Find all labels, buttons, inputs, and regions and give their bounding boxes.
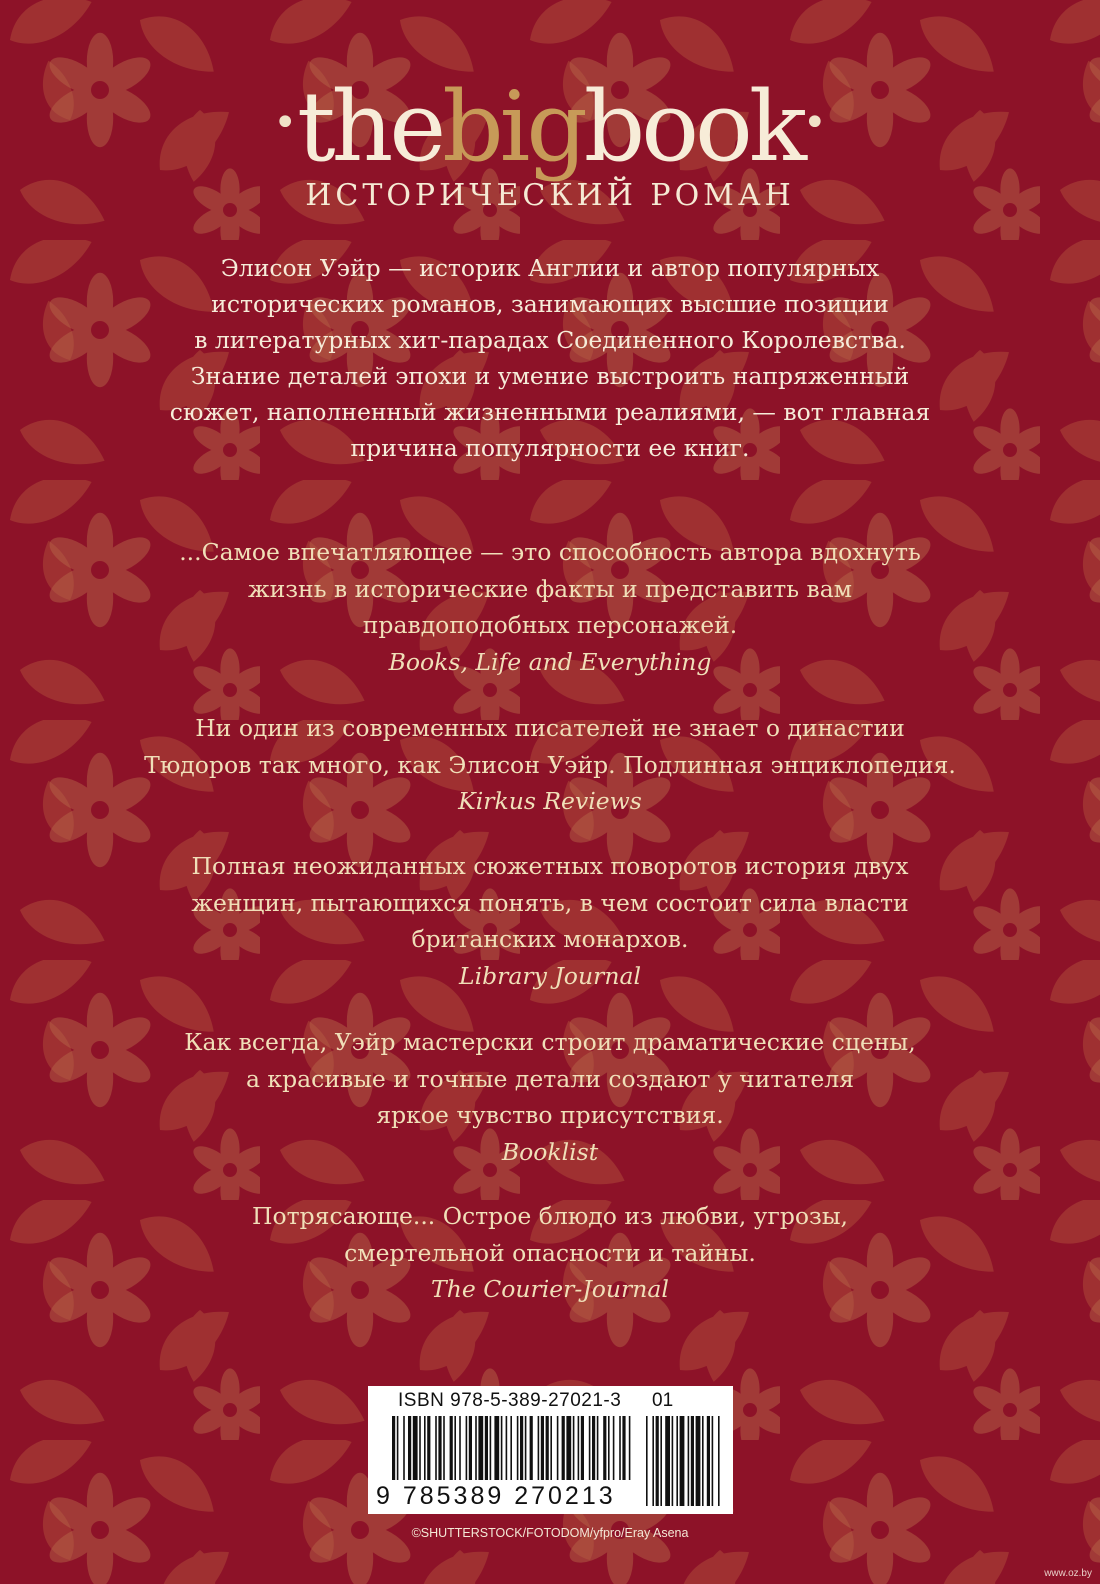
barcode-bar [490,1416,492,1480]
logo-dot-left: • [273,100,297,146]
barcode-bar [546,1416,549,1480]
barcode-bar [397,1416,399,1480]
barcode-bar [525,1416,527,1480]
barcode-addon-bar [691,1416,694,1506]
barcode-bar [438,1416,441,1480]
barcode-bar [562,1416,565,1480]
barcode-addon-bar [660,1416,662,1506]
logo-big: big [442,71,584,183]
intro-line: Элисон Уэйр — историк Англии и автор популярных [220,254,880,282]
barcode-bar [581,1416,584,1480]
barcode-bar [592,1416,595,1480]
review-line: жизнь в исторические факты и представить вам [247,574,853,603]
barcode-bar [427,1416,430,1480]
barcode-bar [622,1416,625,1480]
barcode-bar [408,1416,411,1480]
barcode-addon-bar [652,1416,654,1506]
intro-line: сюжет, наполненный жизненными реалиями, — вот главная [169,398,931,426]
barcode-bar [538,1416,540,1480]
barcode-bar [557,1416,559,1480]
barcode-bar [608,1416,610,1480]
review-quote [120,710,980,820]
photo-credit: ©SHUTTERSTOCK/FOTODOM/yfpro/Eray Asena [411,1526,689,1540]
barcode-bar [603,1416,606,1480]
barcode-addon-bar [656,1416,659,1506]
review-line: а красивые и точные детали создают у читателя [245,1064,855,1093]
review-quote [120,1024,980,1170]
logo-dot-right: • [803,100,827,146]
barcode-addon-bar [702,1416,704,1506]
barcode-addon-bar [680,1416,685,1506]
intro-line: причина популярности ее книг. [350,434,750,462]
barcode-digits: 9 785389 270213 [376,1482,616,1510]
barcode-bar [506,1416,508,1480]
intro-line: Знание деталей эпохи и умение выстроить напряженный [190,362,910,390]
isbn-barcode [368,1386,733,1514]
barcode-bar [589,1416,591,1480]
barcode-bar [541,1416,544,1480]
review-quote [120,1198,980,1308]
review-line: Потрясающе... Острое блюдо из любви, угрозы, [251,1202,849,1230]
barcode-bar [475,1416,477,1480]
barcode-addon-bar [696,1416,701,1506]
barcode-addon-bar [672,1416,674,1506]
logo-book: book [583,71,804,183]
barcode-addon-bar [688,1416,690,1506]
series-subtitle: ИСТОРИЧЕСКИЙ РОМАН [305,178,795,213]
barcode-bar [424,1416,426,1480]
barcode-bar [478,1416,483,1480]
barcode-addon-bar [707,1416,710,1506]
barcode-bar [450,1416,453,1480]
barcode-bar [530,1416,533,1480]
review-line: женщин, пытающихся понять, в чем состоит сила власти [191,888,909,917]
barcode-bar [510,1416,512,1480]
review-line: Тюдоров так много, как Элисон Уэйр. Подлинная энциклопедия. [144,750,956,779]
intro-line: исторических романов, занимающих высшие позиции [211,290,889,318]
review-line: Полная неожиданных сюжетных поворотов история двух [191,852,909,880]
barcode-bar [435,1416,437,1480]
barcode-bar [485,1416,488,1480]
review-line: ...Самое впечатляющее — это способность автора вдохнуть [179,538,921,566]
barcode-bar [413,1416,418,1480]
barcode-addon: 01 [652,1390,674,1411]
barcode-bar [573,1416,575,1480]
barcode-bar [443,1416,445,1480]
barcode-bar [466,1416,468,1480]
review-source: Library Journal [459,961,641,990]
barcode-bar [501,1416,503,1480]
barcode-bar [619,1416,621,1480]
review-source: Kirkus Reviews [458,787,642,815]
barcode-bar [520,1416,523,1480]
barcode-bar [550,1416,552,1480]
review-line: Как всегда, Уэйр мастерски строит драматические сцены, [184,1028,916,1056]
review-source: The Courier-Journal [431,1275,669,1303]
barcode-bar [459,1416,461,1480]
barcode-addon-bar [718,1416,720,1506]
logo-the: the [296,71,443,183]
site-watermark: www.oz.by [1044,1568,1092,1579]
review-line: Ни один из современных писателей не знает о династии [195,714,905,742]
barcode-bar [578,1416,580,1480]
barcode-bar [419,1416,421,1480]
barcode-bar [597,1416,599,1480]
barcode-bar [494,1416,499,1480]
review-line: яркое чувство присутствия. [376,1101,724,1129]
author-intro [140,250,960,466]
review-source: Books, Life and Everything [388,647,712,676]
barcode-addon-bar [646,1416,648,1506]
barcode-bar [566,1416,571,1480]
review-quote [120,848,980,994]
review-line: смертельной опасности и тайны. [344,1238,756,1267]
review-quote [120,534,980,680]
intro-line: в литературных хит-парадах Соединенного Королевства. [194,326,906,354]
barcode-bar [392,1416,395,1480]
barcode-bar [613,1416,615,1480]
barcode-bar [517,1416,519,1480]
isbn-label: ISBN 978-5-389-27021-3 [398,1390,622,1411]
review-line: правдоподобных персонажей. [362,611,738,639]
barcode-bar [469,1416,472,1480]
barcode-addon-bar [665,1416,670,1506]
barcode-bar [403,1416,405,1480]
review-line: британских монархов. [411,925,689,953]
barcode-addon-bar [676,1416,678,1506]
review-source: Booklist [501,1137,599,1166]
barcode-bar [629,1416,631,1480]
barcode-bar [454,1416,456,1480]
barcode-addon-bar [712,1416,714,1506]
